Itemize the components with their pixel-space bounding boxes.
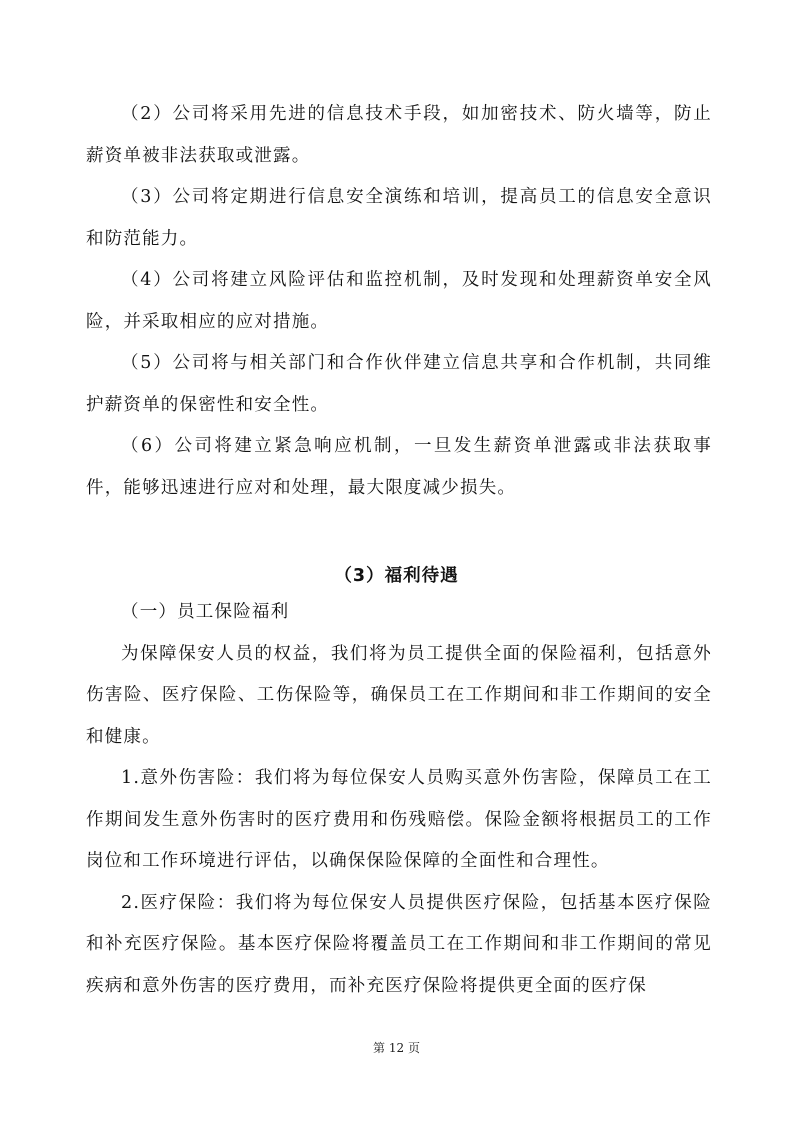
measure-item-3: （3）公司将定期进行信息安全演练和培训，提高员工的信息安全意识和防范能力。 <box>86 187 712 249</box>
measure-item-2: （2）公司将采用先进的信息技术手段，如加密技术、防火墙等，防止薪资单被非法获取或泄露。 <box>86 104 712 166</box>
section-title: （3）福利待遇 <box>334 566 459 586</box>
intro-paragraph: 为保障保安人员的权益，我们将为员工提供全面的保险福利，包括意外伤害险、医疗保险、工伤保险等，确保员工在工作期间和非工作期间的安全和健康。 <box>86 643 712 747</box>
accident-insurance-item: 1.意外伤害险：我们将为每位保安人员购买意外伤害险，保障员工在工作期间发生意外伤害时的医疗费用和伤残赔偿。保险金额将根据员工的工作岗位和工作环境进行评估，以确保保险保障的全面性和合理性。 <box>86 768 712 871</box>
measure-item-4: （4）公司将建立风险评估和监控机制，及时发现和处理薪资单安全风险，并采取相应的应对措施。 <box>86 270 712 332</box>
subheading: （一）员工保险福利 <box>121 602 290 622</box>
measure-item-5: （5）公司将与相关部门和合作伙伴建立信息共享和合作机制，共同维护薪资单的保密性和安全性。 <box>86 353 712 415</box>
page-number: 第 12 页 <box>373 1041 420 1055</box>
medical-insurance-item: 2.医疗保险：我们将为每位保安人员提供医疗保险，包括基本医疗保险和补充医疗保险。基本医疗保险将覆盖员工在工作期间和非工作期间的常见疾病和意外伤害的医疗费用，而补充医疗保险将提供更全面的医疗保 <box>86 892 712 996</box>
measure-item-6: （6）公司将建立紧急响应机制，一旦发生薪资单泄露或非法获取事件，能够迅速进行应对和处理，最大限度减少损失。 <box>86 436 712 498</box>
info-security-measures <box>86 94 712 509</box>
insurance-benefits-section <box>86 592 712 1007</box>
